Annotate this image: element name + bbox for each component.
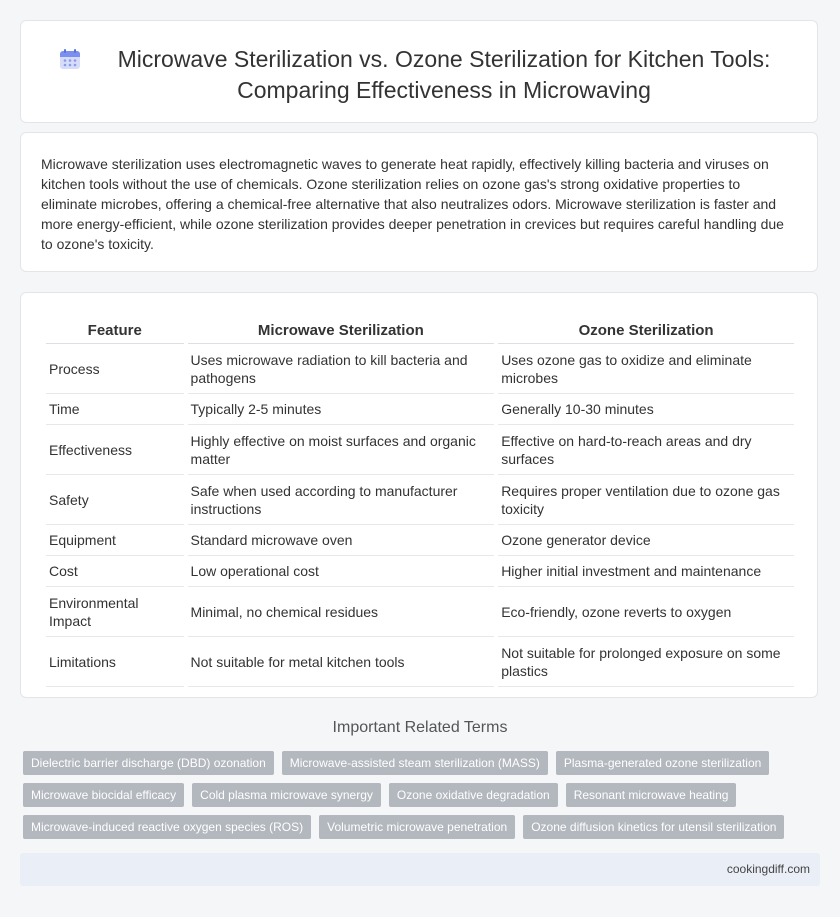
related-term-tag[interactable]: Resonant microwave heating (566, 783, 737, 807)
header-microwave: Microwave Sterilization (188, 313, 495, 344)
footer-site-link[interactable]: cookingdiff.com (726, 862, 810, 876)
feature-cell: Cost (46, 556, 184, 587)
microwave-cell: Not suitable for metal kitchen tools (188, 637, 495, 687)
feature-cell: Process (46, 344, 184, 394)
feature-cell: Effectiveness (46, 425, 184, 475)
header-card (20, 20, 818, 123)
ozone-cell: Eco-friendly, ozone reverts to oxygen (498, 587, 794, 637)
microwave-cell: Minimal, no chemical residues (188, 587, 495, 637)
feature-cell: Limitations (46, 637, 184, 687)
table-row (46, 425, 794, 475)
related-term-tag[interactable]: Plasma-generated ozone sterilization (556, 751, 769, 775)
related-term-tag[interactable]: Ozone oxidative degradation (389, 783, 558, 807)
table-row (46, 525, 794, 556)
related-term-tag[interactable]: Cold plasma microwave synergy (192, 783, 381, 807)
table-row (46, 344, 794, 394)
ozone-cell: Uses ozone gas to oxidize and eliminate microbes (498, 344, 794, 394)
summary-card (20, 132, 818, 272)
calendar-icon (59, 48, 81, 70)
comparison-table (42, 313, 798, 687)
related-term-tag[interactable]: Microwave biocidal efficacy (23, 783, 184, 807)
summary-text: Microwave sterilization uses electromagnetic waves to generate heat rapidly, effectively killing bacteria and viruses on kitchen tools without the use of chemicals. Ozone sterilization relies on ozone gas's strong oxidative properties to eliminate microbes, offering a chemical-free alternative that also neutralizes odors. Microwave sterilization is faster and more energy-efficient, while ozone sterilization provides deeper penetration in crevices but requires careful handling due to ozone's toxicity. (41, 156, 784, 252)
ozone-cell: Requires proper ventilation due to ozone gas toxicity (498, 475, 794, 525)
footer (20, 853, 820, 886)
table-row (46, 587, 794, 637)
related-term-tag[interactable]: Microwave-assisted steam sterilization (MASS) (282, 751, 548, 775)
page-title (91, 44, 797, 106)
feature-cell: Environmental Impact (46, 587, 184, 637)
related-term-tag[interactable]: Dielectric barrier discharge (DBD) ozonation (23, 751, 274, 775)
related-terms-heading: Important Related Terms (332, 719, 508, 736)
ozone-cell: Effective on hard-to-reach areas and dry surfaces (498, 425, 794, 475)
ozone-cell: Not suitable for prolonged exposure on some plastics (498, 637, 794, 687)
table-row (46, 556, 794, 587)
comparison-card (20, 292, 818, 698)
microwave-cell: Uses microwave radiation to kill bacteria and pathogens (188, 344, 495, 394)
microwave-cell: Standard microwave oven (188, 525, 495, 556)
microwave-cell: Highly effective on moist surfaces and organic matter (188, 425, 495, 475)
ozone-cell: Ozone generator device (498, 525, 794, 556)
table-header-row (46, 313, 794, 344)
related-term-tag[interactable]: Microwave-induced reactive oxygen species (ROS) (23, 815, 311, 839)
ozone-cell: Higher initial investment and maintenance (498, 556, 794, 587)
related-terms-list (23, 751, 803, 847)
ozone-cell: Generally 10-30 minutes (498, 394, 794, 425)
microwave-cell: Typically 2-5 minutes (188, 394, 495, 425)
related-term-tag[interactable]: Ozone diffusion kinetics for utensil sterilization (523, 815, 784, 839)
related-term-tag[interactable]: Volumetric microwave penetration (319, 815, 515, 839)
feature-cell: Equipment (46, 525, 184, 556)
microwave-cell: Low operational cost (188, 556, 495, 587)
table-row (46, 475, 794, 525)
title-line-1: Microwave Sterilization vs. Ozone Sterilization for Kitchen Tools: (117, 46, 771, 72)
header-ozone: Ozone Sterilization (498, 313, 794, 344)
feature-cell: Safety (46, 475, 184, 525)
table-row (46, 637, 794, 687)
header-feature: Feature (46, 313, 184, 344)
table-row (46, 394, 794, 425)
feature-cell: Time (46, 394, 184, 425)
title-line-2: Comparing Effectiveness in Microwaving (237, 77, 651, 103)
microwave-cell: Safe when used according to manufacturer instructions (188, 475, 495, 525)
